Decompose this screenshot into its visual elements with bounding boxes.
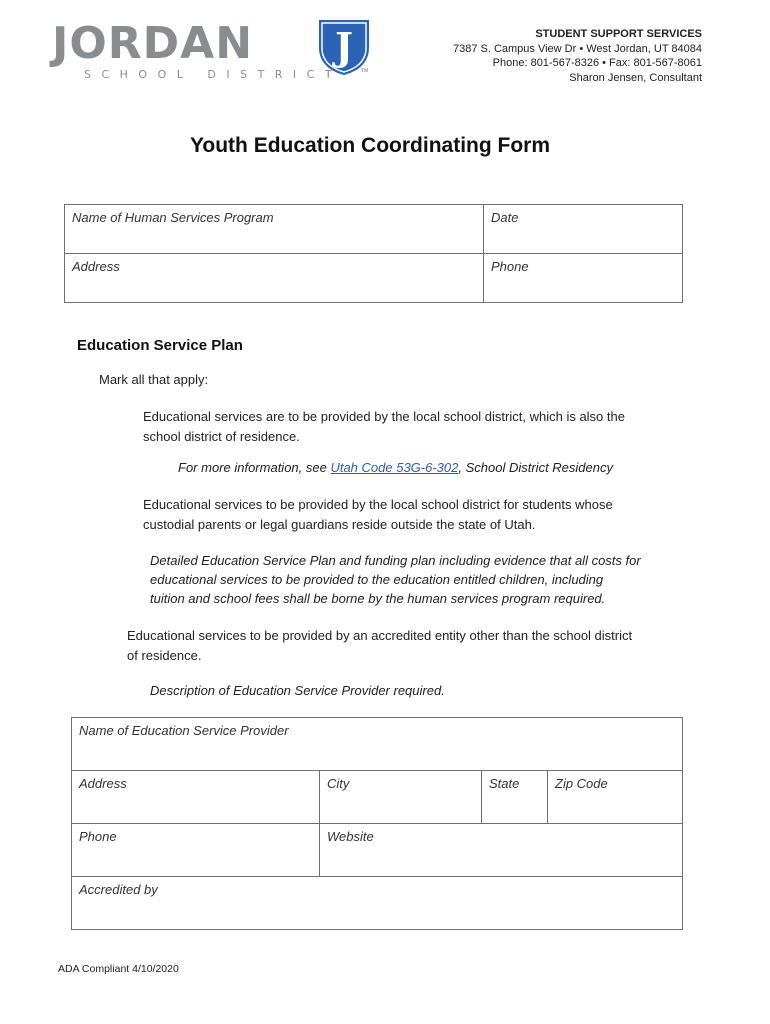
option2-note	[150, 551, 641, 608]
provider-phone-label: Phone	[79, 829, 117, 844]
org-phone-fax: Phone: 801-567-8326 • Fax: 801-567-8061	[492, 57, 702, 69]
program-phone-label: Phone	[491, 259, 529, 274]
program-name-label: Name of Human Services Program	[72, 210, 274, 225]
logo-letter: J	[335, 24, 353, 69]
option3-line1: Educational services to be provided by an accredited entity other than the school district	[127, 628, 633, 643]
ada-footer: ADA Compliant 4/10/2020	[58, 963, 179, 975]
option1-line2: school district of residence.	[143, 429, 300, 444]
org-address: 7387 S. Campus View Dr • West Jordan, UT 84084	[452, 42, 702, 55]
provider-city-label: City	[327, 776, 350, 791]
jordan-school-district-logo	[52, 18, 382, 84]
accredited-by-label: Accredited by	[79, 882, 158, 897]
provider-address-field[interactable]	[72, 771, 320, 824]
header-contact-block	[453, 27, 702, 85]
provider-state-label: State	[489, 776, 520, 791]
option1-note	[178, 458, 613, 478]
org-title: STUDENT SUPPORT SERVICES	[535, 28, 702, 40]
provider-website-field[interactable]	[320, 824, 683, 877]
option1-note-prefix: For more information, see	[178, 460, 331, 475]
option2-note-line1: Detailed Education Service Plan and funding plan including evidence that all costs for	[150, 553, 641, 568]
program-info-table	[64, 204, 683, 303]
logo-subtitle: SCHOOL DISTRICT	[84, 68, 343, 81]
option2-line2: custodial parents or legal guardians reside outside the state of Utah.	[143, 517, 536, 532]
option1-note-suffix: , School District Residency	[458, 460, 613, 475]
program-address-field[interactable]	[65, 254, 484, 303]
program-name-field[interactable]	[65, 205, 484, 254]
provider-address-label: Address	[79, 776, 127, 791]
utah-code-link[interactable]: Utah Code 53G-6-302	[330, 460, 459, 475]
form-title: Youth Education Coordinating Form	[189, 134, 551, 157]
provider-website-label: Website	[327, 829, 374, 844]
option-accredited-entity[interactable]	[127, 626, 632, 666]
org-consultant: Sharon Jensen, Consultant	[569, 71, 702, 84]
option2-line1: Educational services to be provided by the local school district for students whose	[143, 497, 613, 512]
provider-zip-field[interactable]	[548, 771, 683, 824]
provider-city-field[interactable]	[320, 771, 482, 824]
service-plan-heading: Education Service Plan	[77, 337, 243, 354]
option2-note-line2: educational services to be provided to the education entitled children, including	[150, 572, 604, 587]
option3-note: Description of Education Service Provider required.	[150, 683, 445, 698]
date-label: Date	[491, 210, 519, 225]
option3-line2: of residence.	[127, 648, 202, 663]
provider-phone-field[interactable]	[72, 824, 320, 877]
provider-name-label: Name of Education Service Provider	[79, 723, 289, 738]
date-field[interactable]	[484, 205, 683, 254]
logo-trademark: TM	[361, 68, 369, 74]
option-out-of-state[interactable]	[143, 495, 613, 535]
option2-note-line3: tuition and school fees shall be borne by the human services program required.	[150, 591, 606, 606]
accredited-by-field[interactable]	[72, 877, 683, 930]
program-phone-field[interactable]	[484, 254, 683, 303]
provider-name-field[interactable]	[72, 718, 683, 771]
program-address-label: Address	[72, 259, 120, 274]
provider-info-table	[71, 717, 683, 930]
provider-zip-label: Zip Code	[555, 776, 608, 791]
mark-instruction: Mark all that apply:	[99, 372, 209, 387]
option-local-district[interactable]	[143, 407, 625, 447]
logo-wordmark: JORDAN	[52, 18, 254, 69]
provider-state-field[interactable]	[482, 771, 548, 824]
option1-line1: Educational services are to be provided by the local school district, which is also the	[143, 409, 625, 424]
